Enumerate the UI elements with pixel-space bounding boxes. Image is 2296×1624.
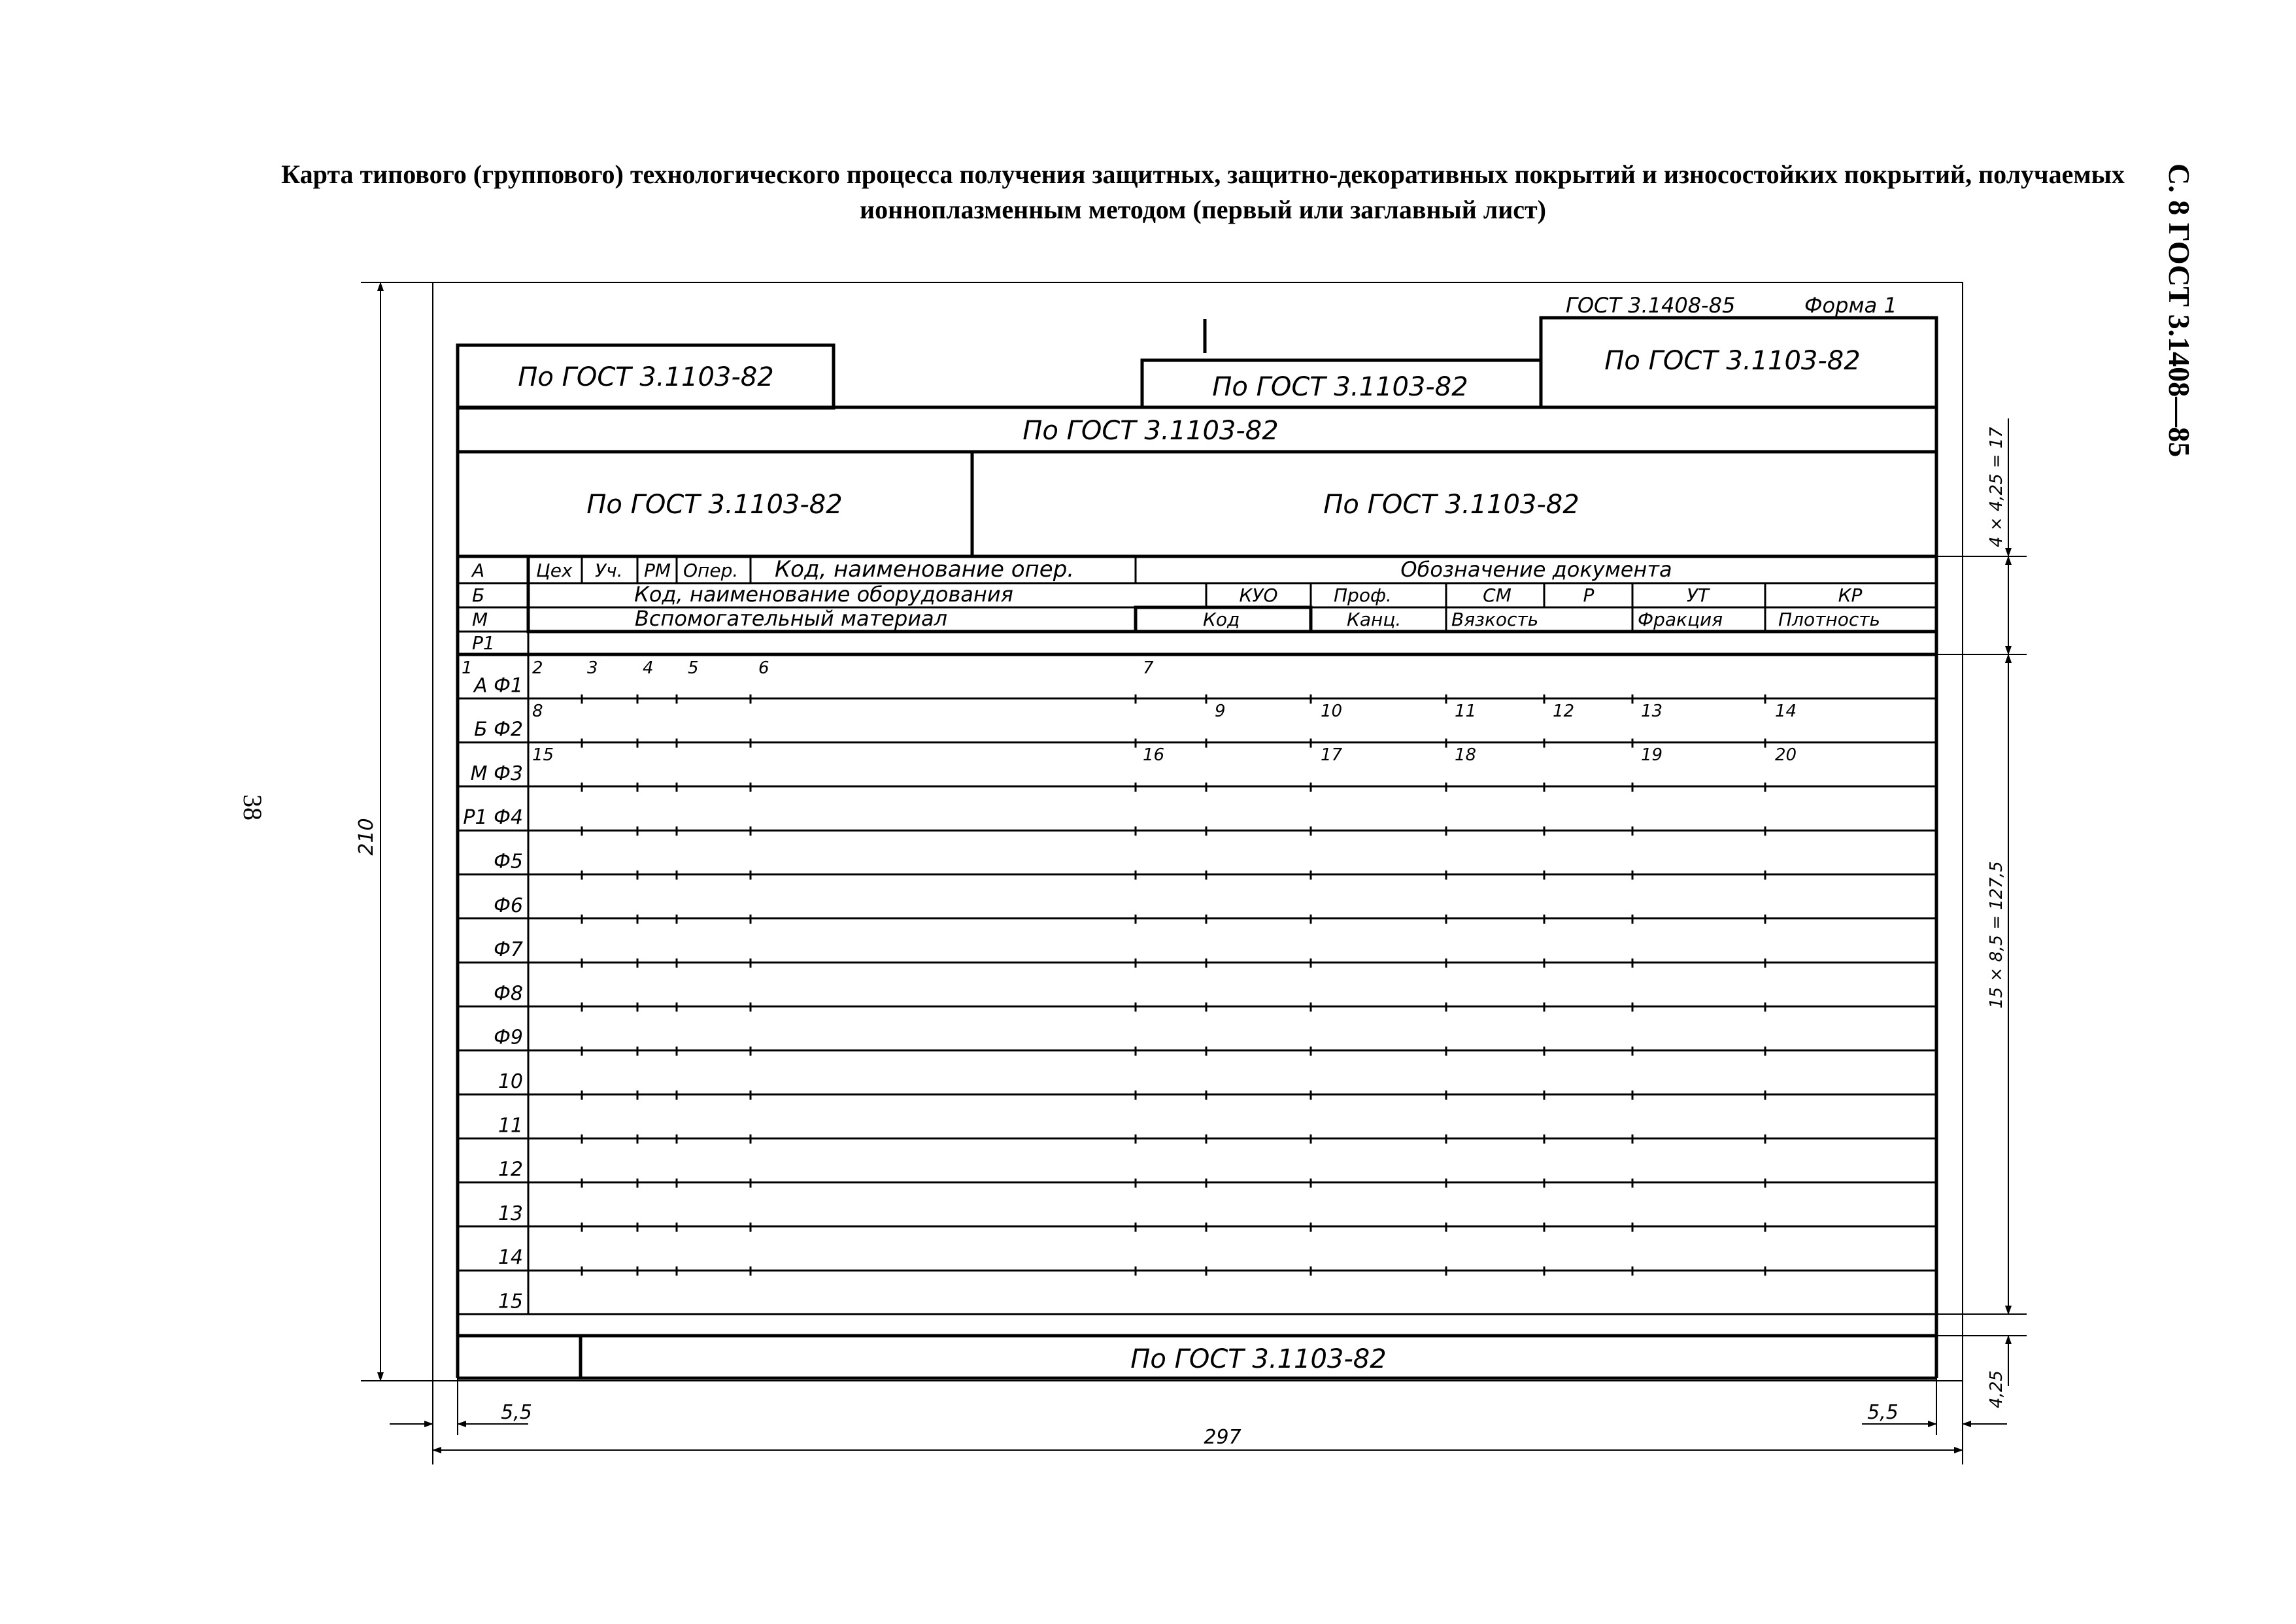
line-label: 14 [498,1246,523,1270]
form-type-label: Форма 1 [1804,293,1897,318]
ref-mid-left: По ГОСТ 3.1103-82 [586,490,843,520]
column-number: 4 [643,658,654,678]
column-number: 8 [532,702,543,721]
column-number: 18 [1455,745,1477,765]
line-label: А Ф1 [474,674,523,698]
cell-prof: Проф. [1334,584,1392,606]
standard-label: С. 8 ГОСТ 3.1408—85 [2163,163,2196,458]
cell-kr: КР [1838,584,1863,606]
cell-kod-oper: Код, наименование опер. [775,556,1075,583]
line-label: Б Ф2 [473,718,523,741]
line-label: Ф8 [494,982,523,1006]
column-number: 11 [1455,702,1477,721]
dim-body-rows: 15 × 8,5 = 127,5 [1987,861,2006,1009]
line-label: Ф9 [494,1026,523,1049]
column-number: 7 [1143,658,1154,678]
ref-mid-right: По ГОСТ 3.1103-82 [1323,490,1579,520]
dim-margin-right: 5,5 [1867,1401,1899,1424]
column-number: 20 [1775,745,1797,765]
line-label: Ф5 [494,850,523,873]
dim-width: 297 [1204,1426,1241,1449]
page-number: 38 [238,794,267,820]
cell-kod-oborud: Код, наименование оборудования [634,582,1013,607]
cell-ut: УТ [1686,584,1710,606]
column-number: 15 [532,745,554,765]
line-label: 10 [498,1070,523,1093]
column-number: 1 [462,658,473,678]
column-number: 17 [1321,745,1343,765]
cell-vspom-mat: Вспомогательный материал [634,606,948,631]
form-frame [458,318,1936,1378]
line-label: Р1 Ф4 [463,806,523,830]
sheet-frame [433,282,1963,1381]
row-m-label: М [472,609,488,630]
column-number: 2 [532,658,543,678]
line-label: 11 [498,1114,523,1138]
cell-sm: СМ [1483,584,1511,606]
cell-vyazkost: Вязкость [1451,609,1539,630]
cell-r: Р [1583,584,1595,606]
line-label: М Ф3 [470,762,523,785]
row-b-label: Б [472,584,485,606]
line-label: 13 [498,1202,523,1225]
column-number: 12 [1553,702,1575,721]
body-rows [458,658,1936,1313]
form-standard-label: ГОСТ 3.1408-85 [1566,293,1736,318]
column-number: 14 [1775,702,1797,721]
cell-uch: Уч. [595,560,623,581]
column-number: 10 [1321,702,1343,721]
cell-tsekh: Цех [536,560,573,581]
cell-kuo: КУО [1239,584,1278,606]
cell-kants: Канц. [1347,609,1402,630]
column-number: 3 [587,658,598,678]
line-label: Ф6 [494,894,523,917]
line-label: 15 [498,1290,523,1313]
cell-plotnost: Плотность [1778,609,1881,630]
page-title: Карта типового (группового) технологического процесса получения защитных, защитно-декоративных покрытий и износостойких покрытий, получаемых ионноплазменным методом (первый или заглавный лист) [281,160,2125,224]
line-label: 12 [498,1158,523,1181]
dim-header-rows: 4 × 4,25 = 17 [1987,426,2006,548]
cell-oper: Опер. [683,560,739,581]
ref-bottom: По ГОСТ 3.1103-82 [1130,1344,1387,1374]
cell-oboznach: Обозначение документа [1400,557,1672,582]
ref-top-left: По ГОСТ 3.1103-82 [518,362,774,392]
column-number: 13 [1641,702,1663,721]
ref-top-right: По ГОСТ 3.1103-82 [1604,346,1861,376]
ref-top-mid: По ГОСТ 3.1103-82 [1212,372,1468,402]
dim-footer-row: 4,25 [1987,1370,2006,1408]
column-number: 16 [1143,745,1165,765]
row-a-label: А [472,560,485,581]
line-label: Ф7 [494,938,523,962]
column-number: 6 [758,658,769,678]
cell-fraktsiya: Фракция [1638,609,1723,630]
column-number: 9 [1215,702,1226,721]
dim-height: 210 [355,818,378,856]
dim-margin-left: 5,5 [501,1401,532,1424]
cell-rm: РМ [644,560,671,581]
row-r1-label: Р1 [472,632,495,654]
column-number: 5 [688,658,699,678]
header-rows [458,556,1936,1314]
cell-kod: Код [1203,609,1240,630]
ref-strip: По ГОСТ 3.1103-82 [1022,416,1279,446]
column-number: 19 [1641,745,1663,765]
